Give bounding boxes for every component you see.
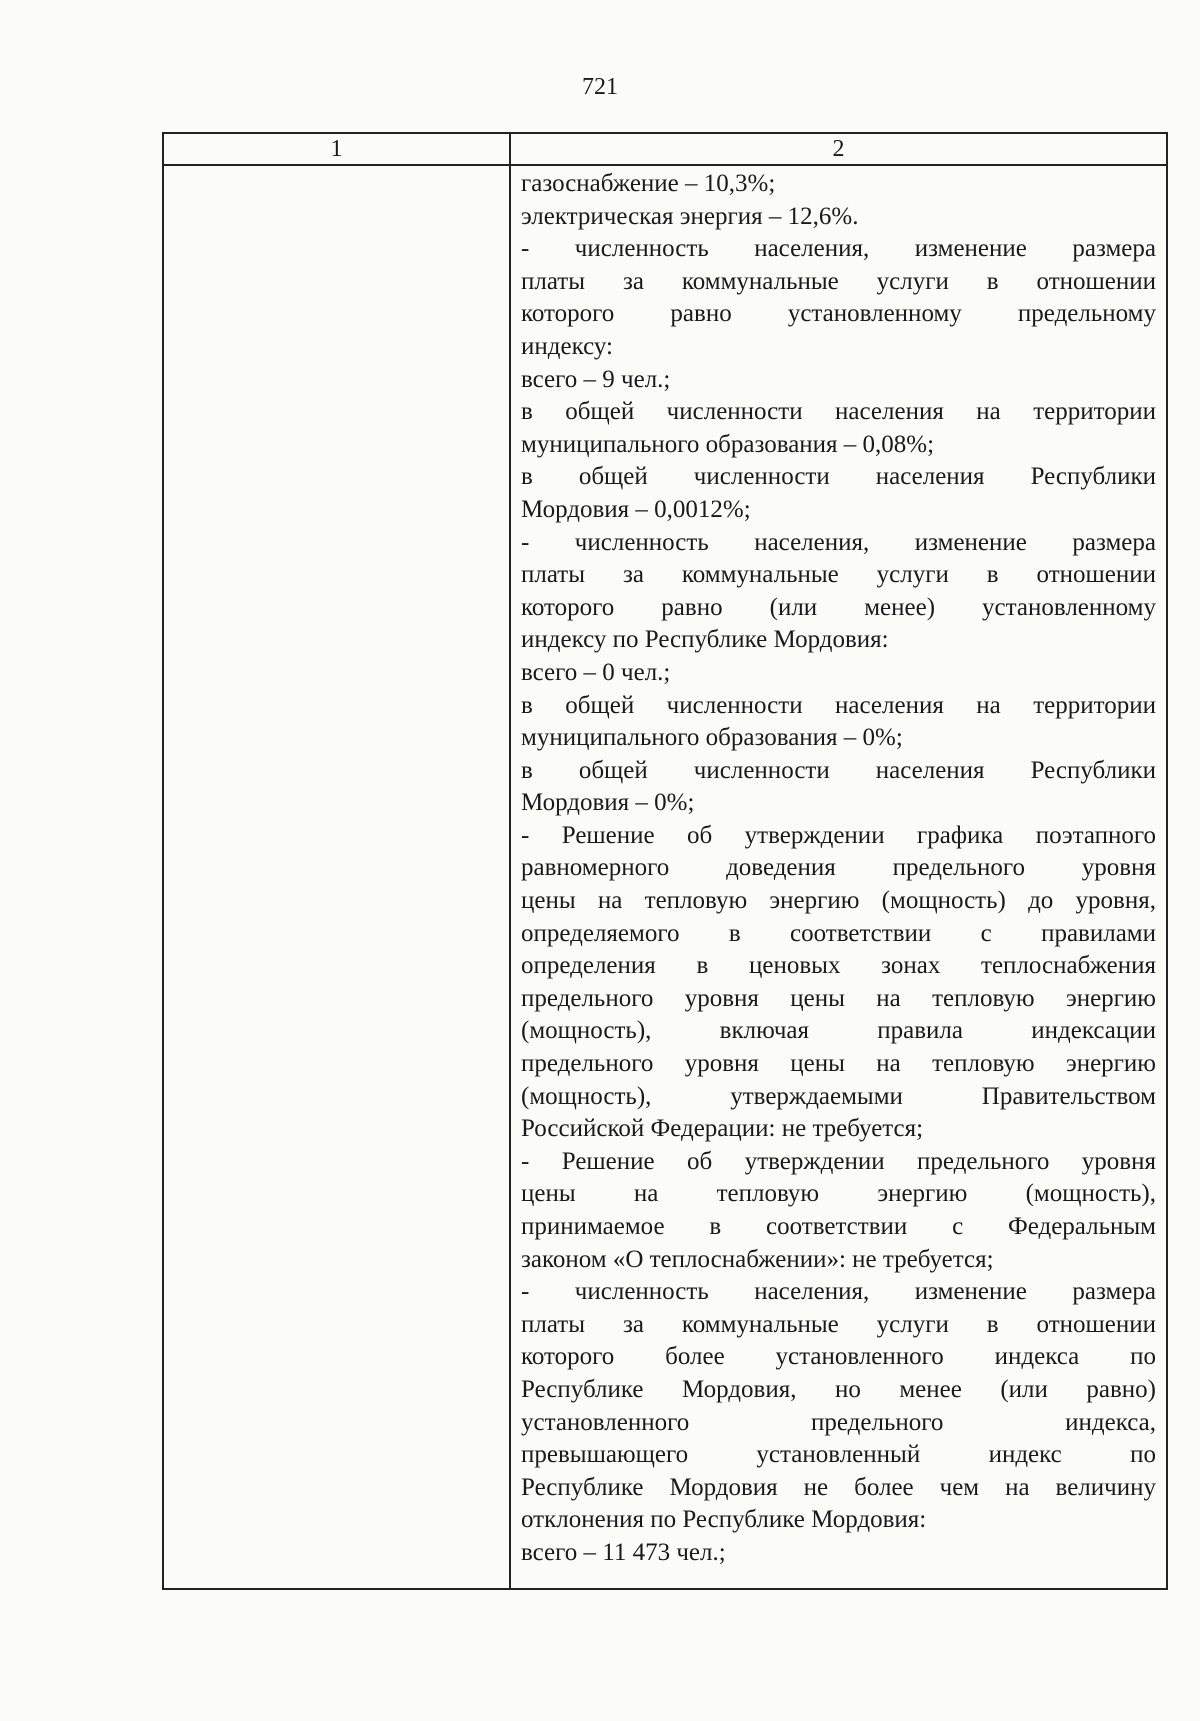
text-line: - численность населения, изменение размера: [521, 235, 1156, 263]
text-line: платы за коммунальные услуги в отношении: [521, 267, 1156, 295]
text-line: в общей численности населения Республики: [521, 463, 1156, 491]
text-line: определяемого в соответствии с правилами: [521, 919, 1156, 947]
text-line: превышающего установленный индекс по: [521, 1441, 1156, 1469]
text-line: всего – 9 чел.;: [521, 365, 671, 393]
table-row: [163, 165, 1167, 1589]
text-line: принимаемое в соответствии с Федеральным: [521, 1213, 1156, 1240]
text-line: Республике Мордовия не более чем на величину: [521, 1473, 1156, 1501]
text-line: предельного уровня цены на тепловую энергию: [521, 984, 1156, 1012]
cell-text-block: [511, 166, 1166, 1570]
page-number: 721: [582, 74, 618, 100]
text-line: отклонения по Республике Мордовия:: [521, 1506, 927, 1534]
text-line: муниципального образования – 0%;: [521, 724, 903, 752]
text-line: всего – 11 473 чел.;: [521, 1538, 726, 1566]
text-line: в общей численности населения на территории: [521, 398, 1156, 426]
column-header-1: 1: [163, 133, 510, 165]
text-line: в общей численности населения на территории: [521, 691, 1156, 719]
text-line: (мощность), утверждаемыми Правительством: [521, 1082, 1156, 1110]
text-line: Республике Мордовия, но менее (или равно): [521, 1375, 1156, 1403]
text-line: газоснабжение – 10,3%;: [521, 170, 776, 197]
text-line: (мощность), включая правила индексации: [521, 1017, 1156, 1045]
text-line: платы за коммунальные услуги в отношении: [521, 561, 1156, 589]
text-line: которого равно (или менее) установленному: [521, 593, 1156, 621]
text-line: электрическая энергия – 12,6%.: [521, 202, 859, 230]
text-line: цены на тепловую энергию (мощность) до уровня,: [521, 887, 1156, 915]
text-line: которого равно установленному предельному: [521, 300, 1156, 328]
table-cell-column-2: [510, 165, 1167, 1589]
table-header-row: [163, 133, 1167, 165]
text-line: равномерного доведения предельного уровня: [521, 854, 1156, 882]
text-line: предельного уровня цены на тепловую энергию: [521, 1050, 1156, 1078]
text-line: в общей численности населения Республики: [521, 756, 1156, 784]
text-line: Мордовия – 0,0012%;: [521, 495, 751, 523]
text-line: Российской Федерации: не требуется;: [521, 1115, 924, 1143]
text-line: - численность населения, изменение размера: [521, 1278, 1156, 1306]
text-line: - Решение об утверждении предельного уровня: [521, 1147, 1156, 1175]
text-line: всего – 0 чел.;: [521, 658, 671, 686]
text-line: индексу по Республике Мордовия:: [521, 626, 889, 654]
text-line: Мордовия – 0%;: [521, 789, 695, 817]
text-line: - Решение об утверждении графика поэтапного: [521, 821, 1156, 849]
column-header-2: 2: [510, 133, 1167, 165]
text-line: муниципального образования – 0,08%;: [521, 430, 935, 458]
text-line: индексу:: [521, 332, 613, 360]
text-line: определения в ценовых зонах теплоснабжения: [521, 952, 1156, 980]
text-line: законом «О теплоснабжении»: не требуется;: [521, 1245, 994, 1273]
text-line: цены на тепловую энергию (мощность),: [521, 1180, 1156, 1208]
text-line: платы за коммунальные услуги в отношении: [521, 1310, 1156, 1338]
document-table: [162, 132, 1168, 1590]
text-line: установленного предельного индекса,: [521, 1408, 1156, 1436]
text-line: - численность населения, изменение размера: [521, 528, 1156, 556]
table-cell-column-1: [163, 165, 510, 1589]
text-line: которого более установленного индекса по: [521, 1343, 1156, 1371]
